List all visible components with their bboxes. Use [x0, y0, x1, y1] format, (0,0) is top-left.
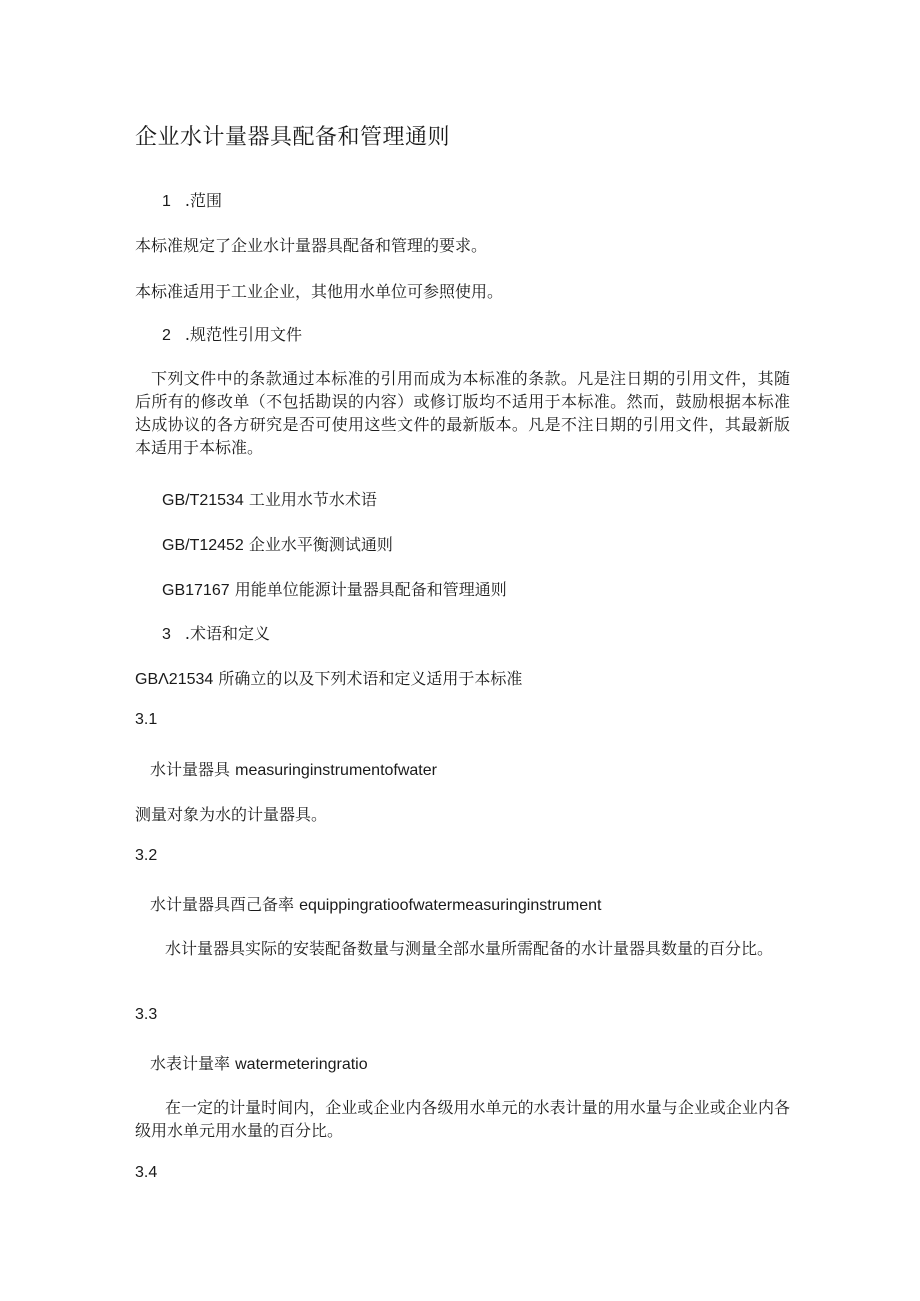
term-3-1-chinese: 水计量器具 — [150, 760, 231, 779]
section-2-number: 2 — [162, 327, 171, 344]
reference-title: 企业水平衡测试通则 — [248, 535, 393, 554]
section-1-paragraph-2: 本标准适用于工业企业，其他用水单位可参照使用。 — [135, 282, 504, 301]
reference-title: 工业用水节水术语 — [248, 490, 377, 509]
section-1-heading — [162, 188, 222, 211]
term-3-3-heading — [150, 1051, 368, 1074]
section-1-paragraph-1: 本标准规定了企业水计量器具配备和管理的要求。 — [135, 236, 488, 255]
term-3-2-english: equippingratioofwatermeasuringinstrument — [299, 897, 602, 914]
term-3-1-heading — [150, 757, 437, 780]
reference-code: GB/T12452 — [162, 537, 244, 554]
term-3-2-chinese: 水计量器具酉己备率 — [150, 895, 295, 914]
term-3-3-english: watermeteringratio — [235, 1056, 368, 1073]
term-3-1-number: 3.1 — [135, 711, 158, 728]
section-1-number: 1 — [162, 193, 171, 210]
term-3-2-definition: 水计量器具实际的安装配备数量与测量全部水量所需配备的水计量器具数量的百分比。 — [165, 939, 774, 958]
term-3-2-number: 3.2 — [135, 847, 158, 864]
section-2-heading — [162, 322, 302, 345]
standard-code: GBΛ21534 — [135, 671, 214, 688]
term-3-1-definition: 测量对象为水的计量器具。 — [135, 805, 328, 824]
term-3-4-number: 3.4 — [135, 1164, 158, 1181]
section-2-paragraph: 下列文件中的条款通过本标准的引用而成为本标准的条款。凡是注日期的引用文件，其随后所有的修改单（不包括勘误的内容）或修订版均不适用于本标准。然而，鼓励根据本标准达成协议的各方研究是否可使用这些文件的最新版本。凡是不注日期的引用文件，其最新版本适用于本标准。 — [135, 369, 790, 457]
term-3-3-chinese: 水表计量率 — [150, 1054, 231, 1073]
term-3-3-definition: 在一定的计量时间内，企业或企业内各级用水单元的水表计量的用水量与企业或企业内各级用水单元用水量的百分比。 — [135, 1098, 790, 1140]
reference-item — [162, 532, 393, 555]
reference-code: GB/T21534 — [162, 492, 244, 509]
term-3-3-number: 3.3 — [135, 1006, 158, 1023]
reference-title: 用能单位能源计量器具配备和管理通则 — [234, 580, 507, 599]
section-3-heading — [162, 621, 270, 644]
term-3-1-english: measuringinstrumentofwater — [235, 762, 437, 779]
section-3-number: 3 — [162, 626, 171, 643]
reference-item — [162, 487, 377, 510]
section-1-title: .范围 — [184, 191, 222, 210]
section-3-paragraph — [135, 666, 522, 689]
reference-code: GB17167 — [162, 582, 230, 599]
section-2-title: .规范性引用文件 — [184, 325, 302, 344]
term-3-2-heading — [150, 892, 602, 915]
section-3-paragraph-text: 所确立的以及下列术语和定义适用于本标准 — [218, 669, 523, 688]
reference-item — [162, 577, 507, 600]
document-title: 企业水计量器具配备和管理通则 — [135, 125, 451, 150]
section-3-title: .术语和定义 — [184, 624, 270, 643]
